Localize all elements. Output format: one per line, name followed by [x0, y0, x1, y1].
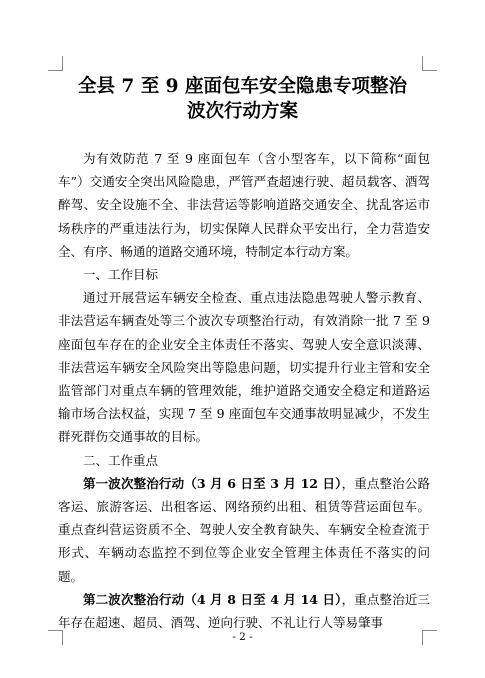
- document-body: [58, 147, 430, 634]
- wave2-label: 第二波次整治行动（4 月 8 日至 4 月 14 日）: [83, 591, 342, 607]
- section-heading-goals: 一、工作目标: [83, 267, 159, 283]
- title-line-2: 波次行动方案: [186, 101, 298, 122]
- goals-paragraph: 通过开展营运车辆安全检查、重点违法隐患驾驶人警示教育、非法营运车辆查处等三个波次专项整治行动，有效消除一批 7 至 9 座面包车存在的企业安全主体责任不落实、驾驶人安全意识淡薄、非法营运车辆安全风险突出等隐患问题，切实提升行业主管和安全监管部门对重点车辆的管理效能，维护道路交通安全稳定和道路运输市场合法权益，实现 7 至 9 座面包车交通事故明显减少，不发生群死群伤交通事故的目标。: [58, 290, 430, 445]
- wave1-label: 第一波次整治行动（3 月 6 日至 3 月 12 日）: [83, 475, 342, 491]
- page-number: - 2 -: [232, 631, 253, 643]
- intro-paragraph: 为有效防范 7 至 9 座面包车（含小型客车，以下简称“面包车”）交通安全突出风险隐患，严管严查超速行驶、超员载客、酒驾醉驾、安全设施不全、非法营运等影响道路交通安全、扰乱客运市场秩序的严重违法行为，切实保障人民群众平安出行，全力营造安全、有序、畅通的道路交通环境，特制定本行动方案。: [58, 151, 430, 259]
- crop-mark-top-right: [422, 56, 437, 71]
- wave2-paragraph: [58, 588, 430, 634]
- wave1-paragraph: [58, 472, 430, 588]
- section-heading-focus: 二、工作重点: [83, 452, 159, 468]
- document-title: [60, 74, 425, 124]
- wave1-text: ，重点整治公路客运、旅游客运、出租客运、网络预约出租、租赁等营运面包车。重点查纠营运资质不全、驾驶人安全教育缺失、车辆安全检查流于形式、车辆动态监控不到位等企业安全管理主体责任不落实的问题。: [58, 475, 430, 584]
- title-line-1: 全县 7 至 9 座面包车安全隐患专项整治: [77, 76, 407, 97]
- wave2-text: ，重点整治近三年存在超速、超员、酒驾、逆向行驶、不礼让行人等易肇事: [58, 591, 430, 631]
- crop-mark-top-left: [48, 56, 63, 71]
